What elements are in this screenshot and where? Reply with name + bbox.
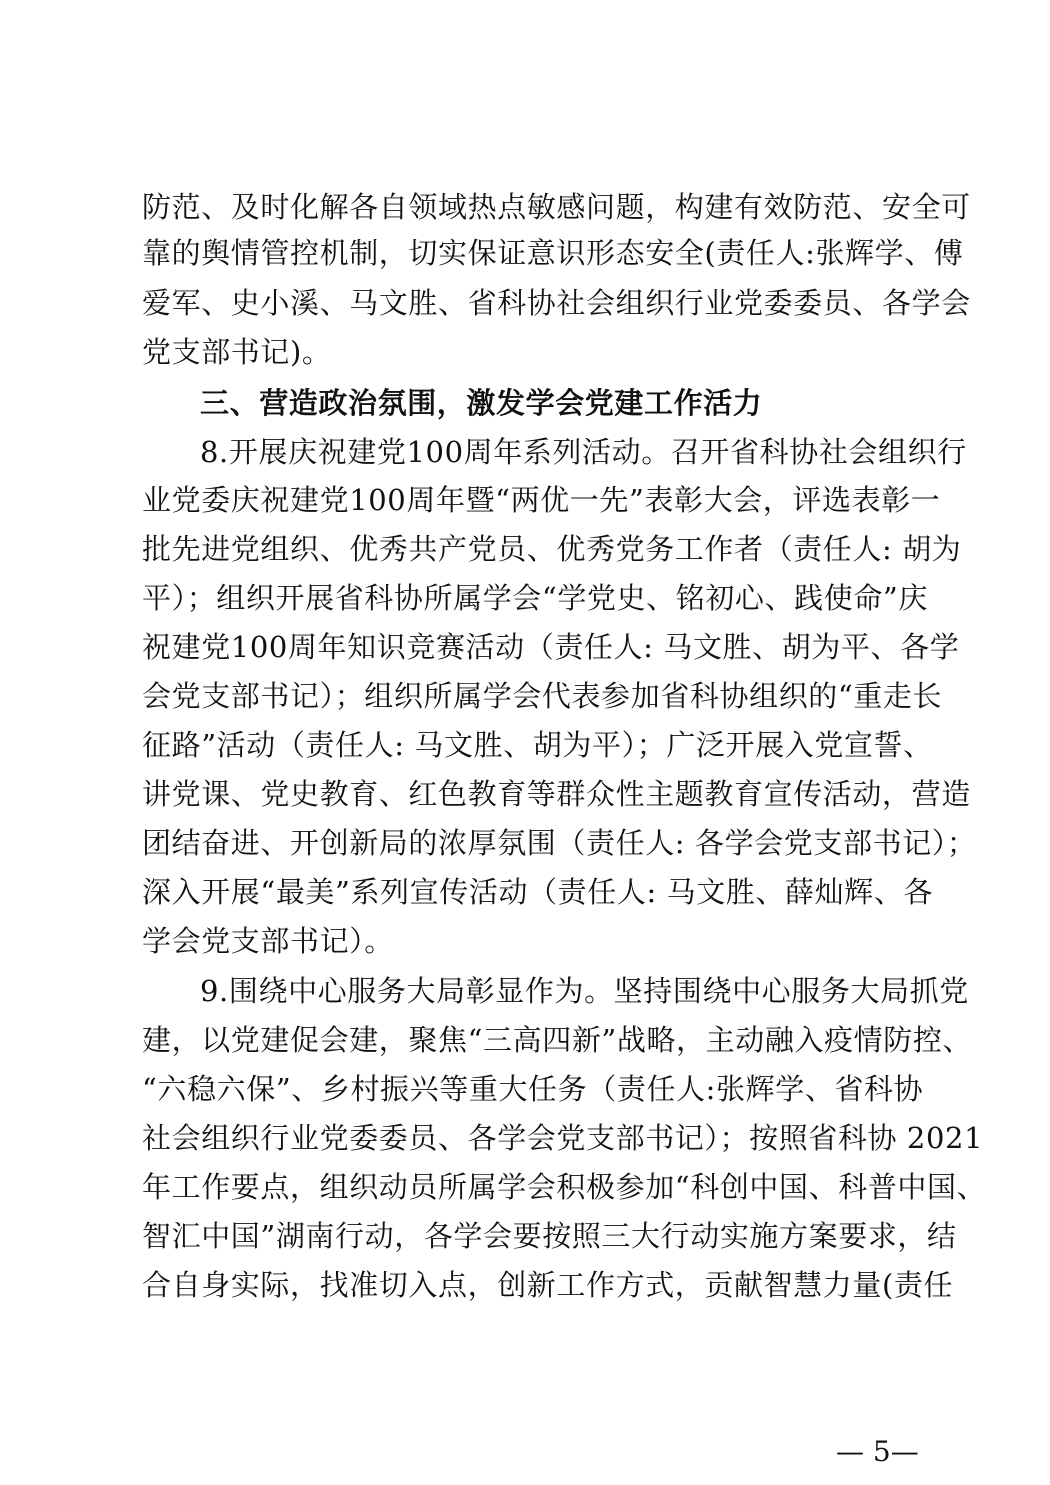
paragraph-line: 爱军、史小溪、马文胜、省科协社会组织行业党委委员、各学会	[142, 286, 971, 320]
paragraph-line: 团结奋进、开创新局的浓厚氛围（责任人: 各学会党支部书记）；	[142, 826, 977, 860]
paragraph-line: 会党支部书记）；组织所属学会代表参加省科协组织的“重走长	[142, 679, 943, 713]
paragraph-line: 智汇中国”湖南行动，各学会要按照三大行动实施方案要求，结	[142, 1219, 957, 1253]
paragraph-line: 靠的舆情管控机制，切实保证意识形态安全(责任人:张辉学、傅	[142, 236, 964, 270]
paragraph-line: 党支部书记)。	[142, 335, 332, 369]
paragraph-line: 社会组织行业党委委员、各学会党支部书记）；按照省科协 2021	[142, 1121, 984, 1155]
paragraph-line: 防范、及时化解各自领域热点敏感问题，构建有效防范、安全可	[142, 190, 971, 224]
paragraph-line: 批先进党组织、优秀共产党员、优秀党务工作者（责任人: 胡为	[142, 532, 962, 566]
paragraph-line: 合自身实际，找准切入点，创新工作方式，贡献智慧力量(责任	[142, 1268, 954, 1302]
page-number: — 5—	[836, 1435, 919, 1468]
paragraph-line: 9.围绕中心服务大局彰显作为。坚持围绕中心服务大局抓党	[200, 974, 969, 1008]
paragraph-line: 业党委庆祝建党100周年暨“两优一先”表彰大会，评选表彰一	[142, 483, 941, 517]
paragraph-line: 年工作要点，组织动员所属学会积极参加“科创中国、科普中国、	[142, 1170, 987, 1204]
paragraph-line: 8.开展庆祝建党100周年系列活动。召开省科协社会组织行	[200, 435, 967, 469]
paragraph-line: 建，以党建促会建，聚焦“三高四新”战略，主动融入疫情防控、	[142, 1023, 973, 1057]
paragraph-line: 祝建党100周年知识竞赛活动（责任人: 马文胜、胡为平、各学	[142, 630, 960, 664]
paragraph-line: “六稳六保”、乡村振兴等重大任务（责任人:张辉学、省科协	[142, 1072, 924, 1106]
paragraph-line: 平）；组织开展省科协所属学会“学党史、铭初心、践使命”庆	[142, 581, 928, 615]
paragraph-line: 讲党课、党史教育、红色教育等群众性主题教育宣传活动，营造	[142, 777, 971, 811]
section-heading: 三、营造政治氛围，激发学会党建工作活力	[200, 386, 763, 420]
paragraph-line: 深入开展“最美”系列宣传活动（责任人: 马文胜、薛灿辉、各	[142, 875, 934, 909]
paragraph-line: 征路”活动（责任人: 马文胜、胡为平）；广泛开展入党宣誓、	[142, 728, 933, 762]
paragraph-line: 学会党支部书记）。	[142, 924, 394, 958]
